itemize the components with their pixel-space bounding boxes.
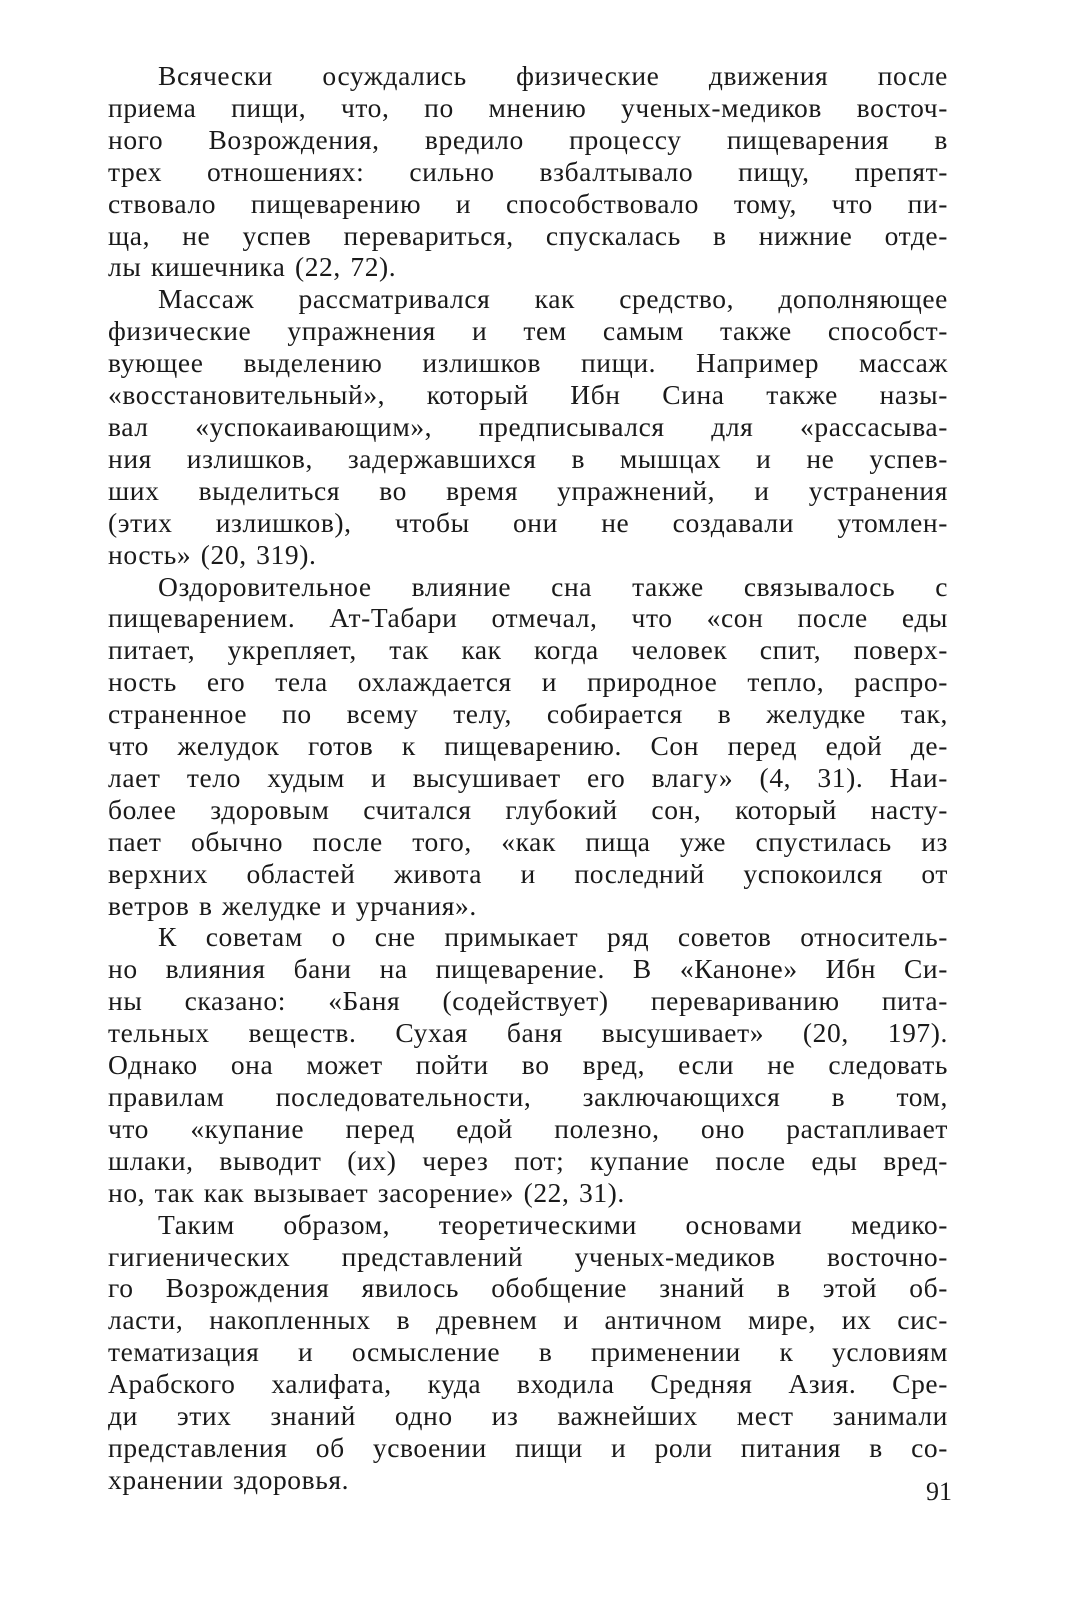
- text-line: пает обычно после того, «как пища уже спустилась из: [108, 825, 948, 857]
- text-line: К советам о сне примыкает ряд советов относитель-: [158, 921, 948, 953]
- text-line: что «купание перед едой полезно, оно растапливает: [108, 1112, 948, 1144]
- text-line: Таким образом, теоретическими основами медико-: [158, 1208, 948, 1240]
- text-line: но влияния бани на пищеварение. В «Каноне» Ибн Си-: [108, 953, 948, 985]
- text-line: тельных веществ. Сухая баня высушивает» (20, 197).: [108, 1017, 948, 1049]
- body-text: [108, 60, 948, 1496]
- text-line: вал «успокаивающим», предписывался для «рассасыва-: [108, 410, 948, 442]
- paragraph: [108, 1209, 948, 1496]
- text-line: правилам последовательности, заключающихся в том,: [108, 1081, 948, 1112]
- text-line: ния излишков, задержавшихся в мышцах и не успев-: [108, 442, 948, 474]
- page-number: 91: [926, 1477, 952, 1506]
- text-line: пищеварением. Ат-Табари отмечал, что «сон после еды: [108, 602, 948, 634]
- text-line: ность» (20, 319).: [108, 538, 317, 570]
- text-line: хранении здоровья.: [108, 1463, 350, 1495]
- text-line: Оздоровительное влияние сна также связывалось с: [158, 570, 948, 602]
- text-line: го Возрождения явилось обобщение знаний в этой об-: [108, 1272, 948, 1304]
- text-line: ны сказано: «Баня (содействует) перевариванию пита-: [108, 985, 948, 1017]
- paragraph: [108, 283, 948, 570]
- paragraph: [108, 921, 948, 1208]
- text-line: Массаж рассматривался как средство, дополняющее: [158, 283, 948, 315]
- text-line: Всячески осуждались физические движения после: [158, 60, 948, 91]
- text-line: представления об усвоении пищи и роли питания в со-: [108, 1431, 948, 1463]
- text-line: страненное по всему телу, собирается в желудке так,: [108, 698, 948, 730]
- text-line: лает тело худым и высушивает его влагу» (4, 31). Наи-: [108, 761, 948, 793]
- text-line: верхних областей живота и последний успокоился от: [108, 857, 948, 889]
- text-line: вующее выделению излишков пищи. Например массаж: [108, 347, 948, 379]
- text-line: шлаки, выводит (их) через пот; купание после еды вред-: [108, 1144, 948, 1176]
- text-line: ди этих знаний одно из важнейших мест занимали: [108, 1400, 948, 1432]
- text-line: что желудок готов к пищеварению. Сон перед едой де-: [108, 730, 948, 762]
- text-line: питает, укрепляет, так как когда человек спит, поверх-: [108, 634, 948, 666]
- text-line: ласти, накопленных в древнем и античном мире, их сис-: [108, 1304, 948, 1336]
- text-line: физические упражнения и тем самым также способст-: [108, 315, 948, 347]
- paragraph: [108, 60, 948, 283]
- text-line: (этих излишков), чтобы они не создавали утомлен-: [108, 506, 948, 538]
- text-line: лы кишечника (22, 72).: [108, 251, 397, 283]
- text-line: ного Возрождения, вредило процессу пищеварения в: [108, 123, 948, 155]
- text-line: приема пищи, что, по мнению ученых-медиков восточ-: [108, 91, 948, 123]
- text-line: ствовало пищеварению и способствовало тому, что пи-: [108, 187, 948, 219]
- text-line: более здоровым считался глубокий сон, который насту-: [108, 793, 948, 825]
- text-line: Однако она может пойти во вред, если не следовать: [108, 1049, 948, 1081]
- text-line: но, так как вызывает засорение» (22, 31).: [108, 1176, 625, 1208]
- text-line: тематизация и осмысление в применении к условиям: [108, 1336, 948, 1368]
- text-line: гигиенических представлений ученых-медиков восточно-: [108, 1240, 948, 1272]
- text-line: ветров в желудке и урчания».: [108, 889, 477, 921]
- text-line: трех отношениях: сильно взбалтывало пищу, препят-: [108, 155, 948, 187]
- text-line: ща, не успев перевариться, спускалась в нижние отде-: [108, 219, 948, 251]
- text-line: ность его тела охлаждается и природное тепло, распро-: [108, 666, 948, 698]
- text-line: «восстановительный», который Ибн Сина также назы-: [108, 379, 948, 411]
- text-line: ших выделиться во время упражнений, и устранения: [108, 474, 948, 506]
- text-line: Арабского халифата, куда входила Средняя Азия. Сре-: [108, 1368, 948, 1400]
- paragraph: [108, 571, 948, 922]
